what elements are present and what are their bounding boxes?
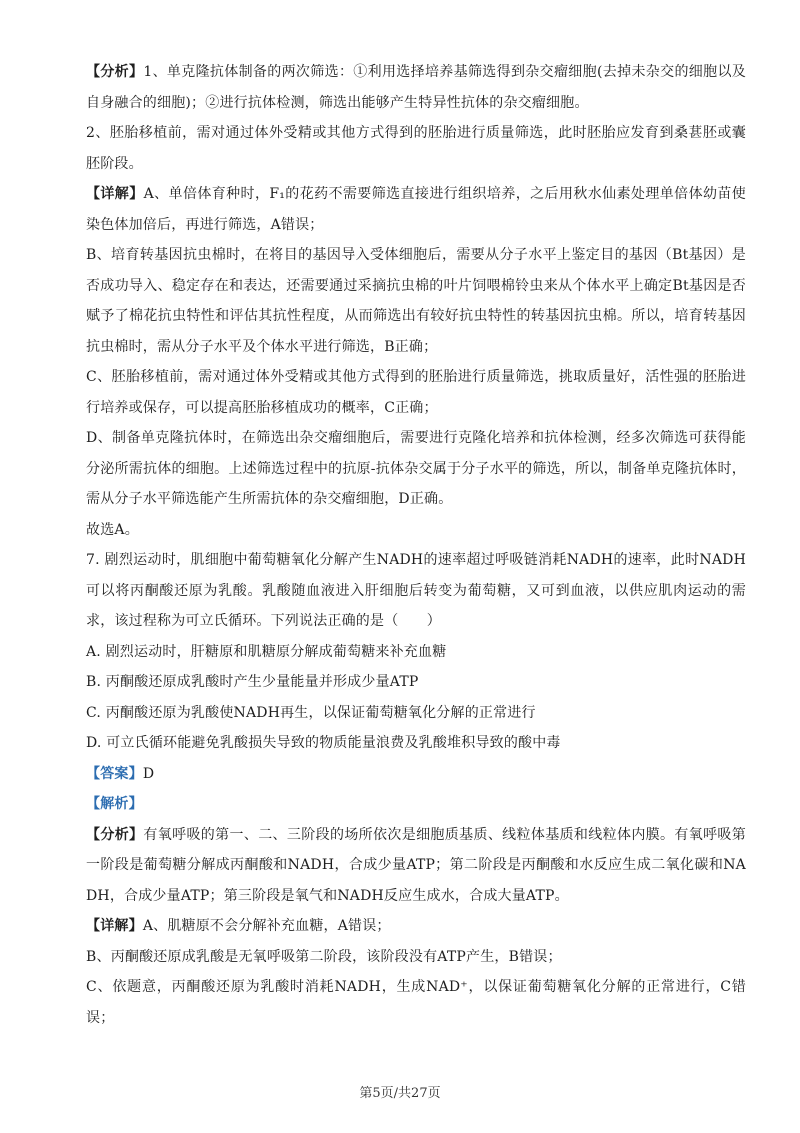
- question-7-option-c: [86, 698, 746, 729]
- detail-tag: 【详解】: [86, 186, 144, 202]
- analysis-heading-line: [86, 789, 746, 820]
- paragraph-text: A、单倍体育种时，F₁的花药不需要筛选直接进行组织培养，之后用秋水仙素处理单倍体幼苗使染色体加倍后，再进行筛选，A错误；: [86, 186, 746, 233]
- paragraph-text: D、制备单克隆抗体时，在筛选出杂交瘤细胞后，需要进行克隆化培养和抗体检测，经多次筛选可获得能分泌所需抗体的细胞。上述筛选过程中的抗原-抗体杂交属于分子水平的筛选，所以，制备单克隆抗体时，需从分子水平筛选能产生所需抗体的杂交瘤细胞，D正确。: [86, 430, 746, 507]
- analysis-tag: 【分析】: [86, 64, 144, 80]
- question-7-option-b: [86, 667, 746, 698]
- paragraph-choice-conclusion: [86, 515, 746, 546]
- paragraph-detail-a: [86, 179, 746, 240]
- page-footer: 第5页/共27页: [359, 1086, 441, 1101]
- paragraph-detail-d: [86, 423, 746, 515]
- paragraph-detail-c: [86, 362, 746, 423]
- question-7-option-a: [86, 637, 746, 668]
- question-7-option-d: [86, 728, 746, 759]
- option-text: D. 可立氏循环能避免乳酸损失导致的物质能量浪费及乳酸堆积导致的酸中毒: [86, 735, 561, 751]
- paragraph-analysis-1: [86, 57, 746, 118]
- paragraph-analysis-q7: [86, 820, 746, 912]
- paragraph-detail-q7-c: [86, 972, 746, 1033]
- option-text: C. 丙酮酸还原为乳酸使NADH再生，以保证葡萄糖氧化分解的正常进行: [86, 704, 536, 721]
- page-content: [86, 57, 746, 1033]
- paragraph-text: B、培育转基因抗虫棉时，在将目的基因导入受体细胞后，需要从分子水平上鉴定目的基因（Bt基因）是否成功导入、稳定存在和表达，还需要通过采摘抗虫棉的叶片饲喂棉铃虫来从个体水平上确定Bt基因是否赋予了棉花抗虫特性和评估其抗性程度，从而筛选出有较好抗虫特性的转基因抗虫棉。所以，培育转基因抗虫棉时，需从分子水平及个体水平进行筛选，B正确；: [86, 247, 746, 355]
- answer-value: D: [142, 765, 155, 782]
- paragraph-text: 有氧呼吸的第一、二、三阶段的场所依次是细胞质基质、线粒体基质和线粒体内膜。有氧呼吸第一阶段是葡萄糖分解成丙酮酸和NADH，合成少量ATP；第二阶段是丙酮酸和水反应生成二氧化碳和NADH，合成少量ATP；第三阶段是氧气和NADH反应生成水，合成大量ATP。: [86, 826, 746, 904]
- paragraph-text: B、丙酮酸还原成乳酸是无氧呼吸第二阶段，该阶段没有ATP产生，B错误；: [86, 948, 562, 965]
- paragraph-text: A、肌糖原不会分解补充血糖，A错误；: [142, 918, 391, 934]
- paragraph-detail-b: [86, 240, 746, 362]
- paragraph-analysis-2: [86, 118, 746, 179]
- paragraph-detail-q7-b: [86, 942, 746, 973]
- answer-line: [86, 759, 746, 790]
- paragraph-text: 2、胚胎移植前，需对通过体外受精或其他方式得到的胚胎进行质量筛选，此时胚胎应发育到桑葚胚或囊胚阶段。: [86, 125, 746, 172]
- option-text: B. 丙酮酸还原成乳酸时产生少量能量并形成少量ATP: [86, 674, 419, 690]
- answer-tag: 【答案】: [86, 765, 143, 782]
- detail-tag: 【详解】: [86, 918, 143, 934]
- analysis-heading: 【解析】: [86, 796, 143, 812]
- paragraph-text: C、依题意，丙酮酸还原为乳酸时消耗NADH，生成NAD⁺，以保证葡萄糖氧化分解的正常进行，C错误；: [86, 979, 746, 1026]
- paragraph-text: 故选A。: [86, 521, 139, 538]
- paragraph-text: C、胚胎移植前，需对通过体外受精或其他方式得到的胚胎进行质量筛选，挑取质量好，活性强的胚胎进行培养或保存，可以提高胚胎移植成功的概率，C正确；: [86, 369, 746, 416]
- option-text: A. 剧烈运动时，肝糖原和肌糖原分解成葡萄糖来补充血糖: [86, 643, 447, 660]
- paragraph-text: 7. 剧烈运动时，肌细胞中葡萄糖氧化分解产生NADH的速率超过呼吸链消耗NADH的速率，此时NADH可以将丙酮酸还原为乳酸。乳酸随血液进入肝细胞后转变为葡萄糖，又可到血液，以供应肌肉运动的需求，该过程称为可立氏循环。下列说法正确的是（ ）: [86, 552, 746, 629]
- analysis-tag: 【分析】: [86, 826, 144, 843]
- paragraph-detail-q7-a: [86, 911, 746, 942]
- question-7-stem: [86, 545, 746, 637]
- paragraph-text: 1、单克隆抗体制备的两次筛选：①利用选择培养基筛选得到杂交瘤细胞(去掉未杂交的细胞以及自身融合的细胞)；②进行抗体检测，筛选出能够产生特异性抗体的杂交瘤细胞。: [86, 64, 746, 111]
